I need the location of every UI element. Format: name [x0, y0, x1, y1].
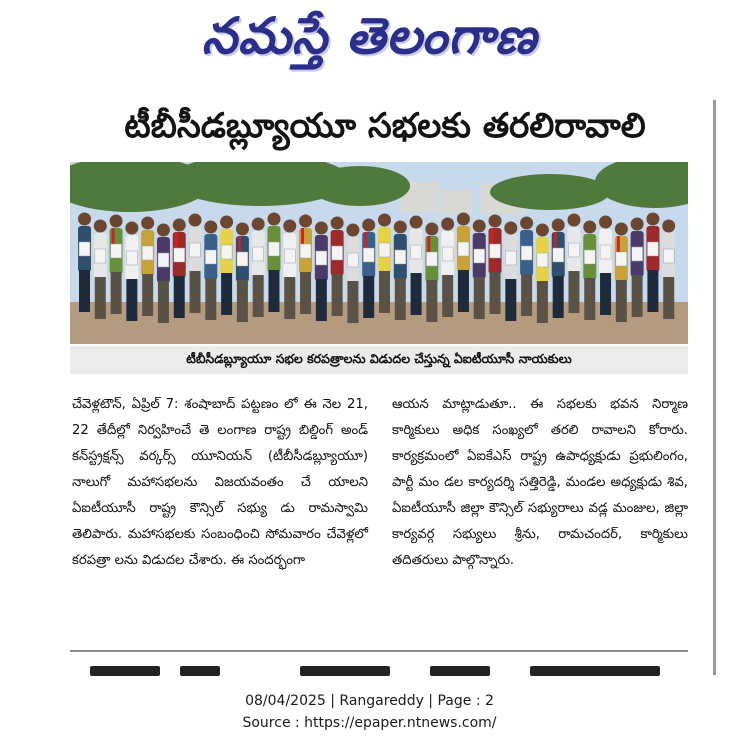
- photo-placard: [316, 251, 327, 265]
- photo-placard: [95, 249, 106, 263]
- photo-placard: [363, 248, 374, 262]
- photo-placard: [505, 251, 516, 265]
- photo-placard: [237, 252, 248, 266]
- photo-placard: [584, 250, 595, 264]
- photo-placard: [647, 242, 658, 256]
- photo-placard: [521, 246, 532, 260]
- footer: [0, 690, 739, 734]
- photo-placard: [332, 246, 343, 260]
- photo-placard: [190, 243, 201, 257]
- photo-placard: [490, 244, 501, 258]
- photo-placard: [616, 252, 627, 266]
- photo-placard: [474, 249, 485, 263]
- photo-placard: [300, 244, 311, 258]
- photo-placard: [253, 247, 264, 261]
- photo-placard: [284, 249, 295, 263]
- photo-placard: [411, 245, 422, 259]
- article-body-left-column: చేవెళ్లటౌన్‌, ఏప్రిల్‌ 7: శంషాబాద్‌ పట్టణం లో ఈ నెల 21, 22 తేదీల్లో నిర్వహించే తె లంగాణ రాష్ట్ర బిల్డింగ్‌ అండ్‌ కన్‌స్ట్రక్షన్స్‌ వర్కర్స్‌ యూనియన్‌ (టీబీసీడబ్ల్యూయూ) నాలుగో మహాసభలను విజయవంతం చే యాలని ఏఐటీయూసీ రాష్ట్ర కౌన్సిల్‌ సభ్యు డు రామస్వామి తెలిపారు. మహాసభలకు సంబంధించి సోమవారం చేవెళ్లలో కరపత్రా లను విడుదల చేశారు. ఈ సందర్భంగా: [72, 397, 368, 568]
- photo-placard: [158, 253, 169, 267]
- photo-placard: [79, 242, 90, 256]
- cropped-next-headline: [70, 660, 688, 676]
- photo-placard: [553, 248, 564, 262]
- photo-placard: [632, 247, 643, 261]
- article-headline: టీబీసీడబ్ల్యూయూ సభలకు తరలిరావాలి: [124, 106, 646, 146]
- footer-source: Source : https://epaper.ntnews.com/: [242, 715, 497, 731]
- photo-placard: [537, 253, 548, 267]
- photo-placard: [458, 242, 469, 256]
- article-body-right-column: ఆయన మాట్లాడుతూ.. ఈ సభలకు భవన నిర్మాణ కార్మికులు అధిక సంఖ్యలో తరలి రావాలని కోరారు. కార్యక్రమంలో ఏఐకేఎస్‌ రాష్ట్ర ఉపాధ్యక్షుడు ప్రభులింగం, పార్టీ మం డల కార్యదర్శి సత్తిరెడ్డి, మండల అధ్యక్షుడు శివ, ఏఐటీయూసీ జిల్లా కౌన్సిల్‌ సభ్యురాలు వడ్ల మంజుల, జిల్లా కార్యవర్గ సభ్యులు శ్రీను, రామచందర్‌, కార్మికులు తదితరులు పాల్గొన్నారు.: [392, 397, 688, 568]
- headline-block: [60, 100, 710, 160]
- masthead: [0, 0, 739, 84]
- photo-caption: టీబీసీడబ్ల్యూయూ సభల కరపత్రాలను విడుదల చేస్తున్న ఏఐటీయూసీ నాయకులు: [186, 350, 572, 366]
- photo-placard: [568, 243, 579, 257]
- column-divider: [713, 100, 716, 675]
- news-photo: [70, 162, 688, 344]
- photo-placard: [379, 243, 390, 257]
- photo-placard: [268, 242, 279, 256]
- photo-placard: [111, 244, 122, 258]
- photo-placard: [600, 245, 611, 259]
- group-photo-illustration: [70, 162, 688, 344]
- photo-placard: [395, 250, 406, 264]
- photo-placard: [426, 252, 437, 266]
- photo-placard: [663, 249, 674, 263]
- section-divider: [70, 650, 688, 652]
- photo-placard: [442, 247, 453, 261]
- photo-placard: [221, 245, 232, 259]
- photo-placard: [205, 250, 216, 264]
- photo-placard: [347, 253, 358, 267]
- photo-placard: [142, 246, 153, 260]
- footer-date-edition-page: 08/04/2025 | Rangareddy | Page : 2: [245, 693, 494, 709]
- photo-caption-bar: [70, 346, 688, 374]
- photo-placard: [174, 248, 185, 262]
- newspaper-logo-title: నమస్తే తెలంగాణ: [201, 6, 538, 65]
- photo-placard: [126, 251, 137, 265]
